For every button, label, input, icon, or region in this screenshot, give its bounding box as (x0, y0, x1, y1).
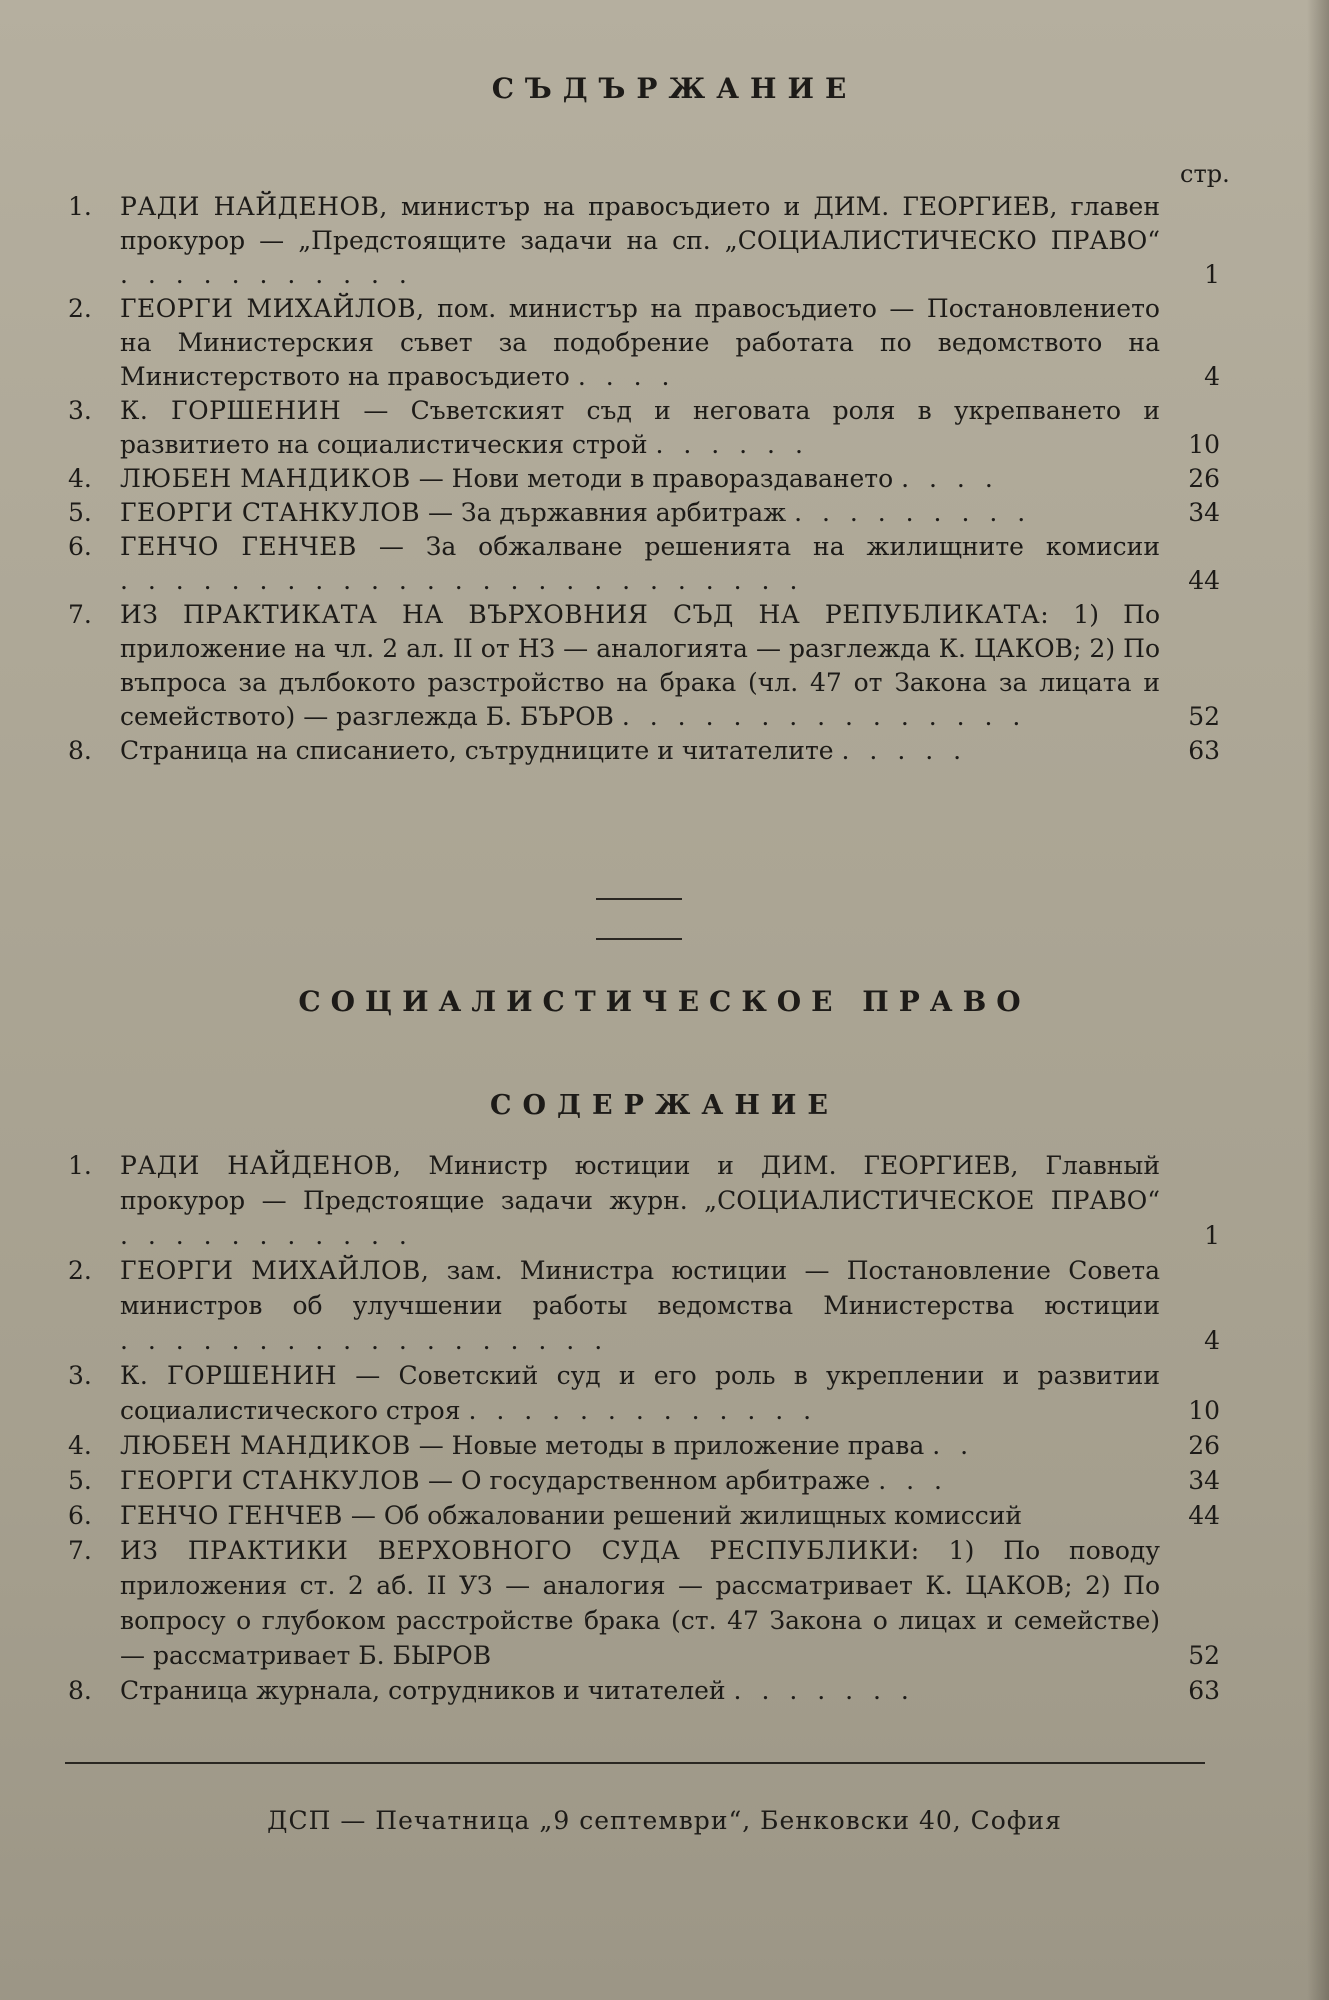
bg-entry (68, 496, 1228, 530)
entry-title: Министр юстиции и ДИМ. ГЕОРГИЕВ, Главный прокурор — Предстоящие задачи журн. „СОЦИАЛИСТИЧЕСКОЕ ПРАВО“ (120, 1151, 1160, 1215)
ru-entry (68, 1463, 1228, 1498)
entry-number: 7. (68, 1536, 92, 1565)
entry-number: 8. (68, 736, 92, 765)
bg-entry (68, 292, 1228, 394)
entry-title: — За обжалване решенията на жилищните комисии (356, 532, 1160, 561)
entry-author: РАДИ НАЙДЕНОВ, (120, 1151, 402, 1180)
bg-entry (68, 530, 1228, 598)
ru-entry (68, 1533, 1228, 1673)
entry-text: ИЗ ПРАКТИКАТА НА ВЪРХОВНИЯ СЪД НА РЕПУБЛИКАТА: 1) По приложение на чл. 2 ал. II от НЗ — аналогията — разглежда К. ЦАКОВ; 2) По въпроса за дълбокото разстройство на брака (чл. 47 от Закона за лицата и семейството) — разглежда Б. БЪРОВ . . . . . . . . . . . . . . . (120, 600, 1160, 731)
divider-line (596, 938, 682, 940)
entry-page: 52 (1188, 702, 1220, 731)
entry-number: 3. (68, 396, 92, 425)
entry-text: ГЕОРГИ СТАНКУЛОВ — За държавния арбитраж . . . . . . . . . (120, 498, 1032, 527)
entry-author: ЛЮБЕН МАНДИКОВ (120, 1431, 411, 1460)
entry-number: 4. (68, 464, 92, 493)
entry-number: 6. (68, 532, 92, 561)
printer-imprint: ДСП — Печатница „9 септември“, Бенковски 40, София (267, 1806, 1062, 1835)
entry-text: ГЕОРГИ МИХАЙЛОВ, зам. Министра юстиции — Постановление Совета министров об улучшении работы ведомства Министерства юстиции . . . . . . . . . . . . . . . . . . (120, 1256, 1160, 1355)
ru-entry (68, 1428, 1228, 1463)
entry-text: Страница на списанието, сътрудниците и читателите . . . . . (120, 736, 968, 765)
entry-author: ГЕОРГИ МИХАЙЛОВ, (120, 1256, 430, 1285)
entry-title: — О государственном арбитраже (420, 1466, 871, 1495)
entry-page: 4 (1204, 362, 1220, 391)
entry-number: 5. (68, 1466, 92, 1495)
entry-author: ГЕОРГИ СТАНКУЛОВ (120, 1466, 421, 1495)
entry-page: 4 (1204, 1326, 1220, 1355)
entry-author: ГЕНЧО ГЕНЧЕВ (120, 532, 357, 561)
entry-title: министър на правосъдието и ДИМ. ГЕОРГИЕВ, главен прокурор — „Предстоящите задачи на сп. „СОЦИАЛИСТИЧЕСКО ПРАВО“ (120, 192, 1160, 255)
entry-title: Страница журнала, сотрудников и читателей (120, 1676, 726, 1705)
entry-number: 2. (68, 294, 92, 323)
entry-author: К. ГОРШЕНИН (120, 396, 342, 425)
entry-title: — За държавния арбитраж (420, 498, 787, 527)
entry-title: 1) По поводу приложения ст. 2 аб. II УЗ — аналогия — рассматривает К. ЦАКОВ; 2) По вопросу о глубоком расстройстве брака (ст. 47 Закона о лицах и семействе) — рассматривает Б. БЫРОВ (120, 1536, 1160, 1670)
entry-author: ЛЮБЕН МАНДИКОВ (120, 464, 411, 493)
footer-rule (65, 1762, 1205, 1764)
entry-text: РАДИ НАЙДЕНОВ, министър на правосъдието и ДИМ. ГЕОРГИЕВ, главен прокурор — „Предстоящите задачи на сп. „СОЦИАЛИСТИЧЕСКО ПРАВО“ . . . . . . . . . . . (120, 192, 1160, 289)
bg-entry (68, 734, 1228, 768)
entry-page: 34 (1188, 498, 1220, 527)
entry-number: 4. (68, 1431, 92, 1460)
ru-entry (68, 1148, 1228, 1253)
entry-page: 26 (1188, 1431, 1220, 1460)
entry-page: 63 (1188, 1676, 1220, 1705)
entry-author: К. ГОРШЕНИН (120, 1361, 338, 1390)
entry-title: Страница на списанието, сътрудниците и читателите (120, 736, 834, 765)
ru-toc (68, 1148, 1228, 1708)
entry-text (120, 1533, 1160, 1673)
entry-author: ГЕОРГИ СТАНКУЛОВ (120, 498, 421, 527)
ru-entry (68, 1498, 1228, 1533)
entry-page: 10 (1188, 430, 1220, 459)
entry-page: 1 (1204, 1221, 1220, 1250)
entry-title: пом. министър на правосъдието — Постановлението на Министерския съвет за подобрение работата по ведомството на Министерството на правосъдието (120, 294, 1160, 391)
bg-toc (68, 190, 1228, 768)
entry-text: ЛЮБЕН МАНДИКОВ — Новые методы в приложение права . . (120, 1431, 975, 1460)
ru-entry (68, 1253, 1228, 1358)
entry-number: 3. (68, 1361, 92, 1390)
entry-title: зам. Министра юстиции — Постановление Совета министров об улучшении работы ведомства Министерства юстиции (120, 1256, 1160, 1320)
entry-number: 1. (68, 192, 92, 221)
entry-page: 44 (1188, 566, 1220, 595)
bg-entry (68, 598, 1228, 734)
entry-text: ГЕОРГИ СТАНКУЛОВ — О государственном арбитраже . . . (120, 1466, 948, 1495)
page-binding-shadow (1307, 0, 1329, 2000)
entry-number: 6. (68, 1501, 92, 1530)
entry-title: — Об обжаловании решений жилищных комиссий (342, 1501, 1023, 1530)
entry-number: 1. (68, 1151, 92, 1180)
entry-text: К. ГОРШЕНИН — Съветският съд и неговата роля в укрепването и развитието на социалистическия строй . . . . . . (120, 396, 1160, 459)
entry-title: — Новые методы в приложение права (410, 1431, 925, 1460)
entry-number: 2. (68, 1256, 92, 1285)
entry-title: 1) По приложение на чл. 2 ал. II от НЗ — аналогията — разглежда К. ЦАКОВ; 2) По въпроса за дълбокото разстройство на брака (чл. 47 от Закона за лицата и семейството) — разглежда Б. БЪРОВ (120, 600, 1160, 731)
entry-page: 63 (1188, 736, 1220, 765)
entry-author: ГЕОРГИ МИХАЙЛОВ, (120, 294, 425, 323)
bg-entry (68, 462, 1228, 496)
entry-title: — Съветският съд и неговата роля в укрепването и развитието на социалистическия строй (120, 396, 1160, 459)
entry-author: РАДИ НАЙДЕНОВ, (120, 192, 388, 221)
entry-page: 10 (1188, 1396, 1220, 1425)
entry-page: 1 (1204, 260, 1220, 289)
entry-page: 52 (1188, 1641, 1220, 1670)
bg-entry (68, 190, 1228, 292)
bg-contents-title: СЪДЪРЖАНИЕ (491, 72, 858, 105)
entry-text: Страница журнала, сотрудников и читателей . . . . . . . (120, 1676, 915, 1705)
ru-contents-title: СОДЕРЖАНИЕ (490, 1090, 839, 1121)
entry-author: ГЕНЧО ГЕНЧЕВ (120, 1501, 343, 1530)
entry-text: ЛЮБЕН МАНДИКОВ — Нови методи в правораздаването . . . . (120, 464, 999, 493)
entry-title: — Советский суд и его роль в укреплении и развитии социалистического строя (120, 1361, 1160, 1425)
divider-line (596, 898, 682, 900)
entry-author: ИЗ ПРАКТИКИ ВЕРХОВНОГО СУДА РЕСПУБЛИКИ: (120, 1536, 920, 1565)
entry-text: ГЕНЧО ГЕНЧЕВ — За обжалване решенията на жилищните комисии . . . . . . . . . . . . . . . . . . . . . . . . . (120, 532, 1160, 595)
entry-title: — Нови методи в правораздаването (410, 464, 894, 493)
ru-entry (68, 1673, 1228, 1708)
entry-number: 7. (68, 600, 92, 629)
entry-page: 26 (1188, 464, 1220, 493)
entry-text: К. ГОРШЕНИН — Советский суд и его роль в укреплении и развитии социалистического строя . . . . . . . . . . . . . (120, 1361, 1160, 1425)
entry-number: 8. (68, 1676, 92, 1705)
journal-title-ru: СОЦИАЛИСТИЧЕСКОЕ ПРАВО (298, 985, 1031, 1018)
entry-number: 5. (68, 498, 92, 527)
entry-page: 34 (1188, 1466, 1220, 1495)
entry-text: РАДИ НАЙДЕНОВ, Министр юстиции и ДИМ. ГЕОРГИЕВ, Главный прокурор — Предстоящие задачи журн. „СОЦИАЛИСТИЧЕСКОЕ ПРАВО“ . . . . . . . . . . . (120, 1151, 1160, 1250)
entry-page: 44 (1188, 1501, 1220, 1530)
bg-entry (68, 394, 1228, 462)
entry-author: ИЗ ПРАКТИКАТА НА ВЪРХОВНИЯ СЪД НА РЕПУБЛИКАТА: (120, 600, 1050, 629)
entry-text: ГЕОРГИ МИХАЙЛОВ, пом. министър на правосъдието — Постановлението на Министерския съвет за подобрение работата по ведомството на Министерството на правосъдието . . . . (120, 294, 1160, 391)
entry-text (120, 1498, 1160, 1533)
page-column-label: стр. (1180, 160, 1230, 188)
ru-entry (68, 1358, 1228, 1428)
